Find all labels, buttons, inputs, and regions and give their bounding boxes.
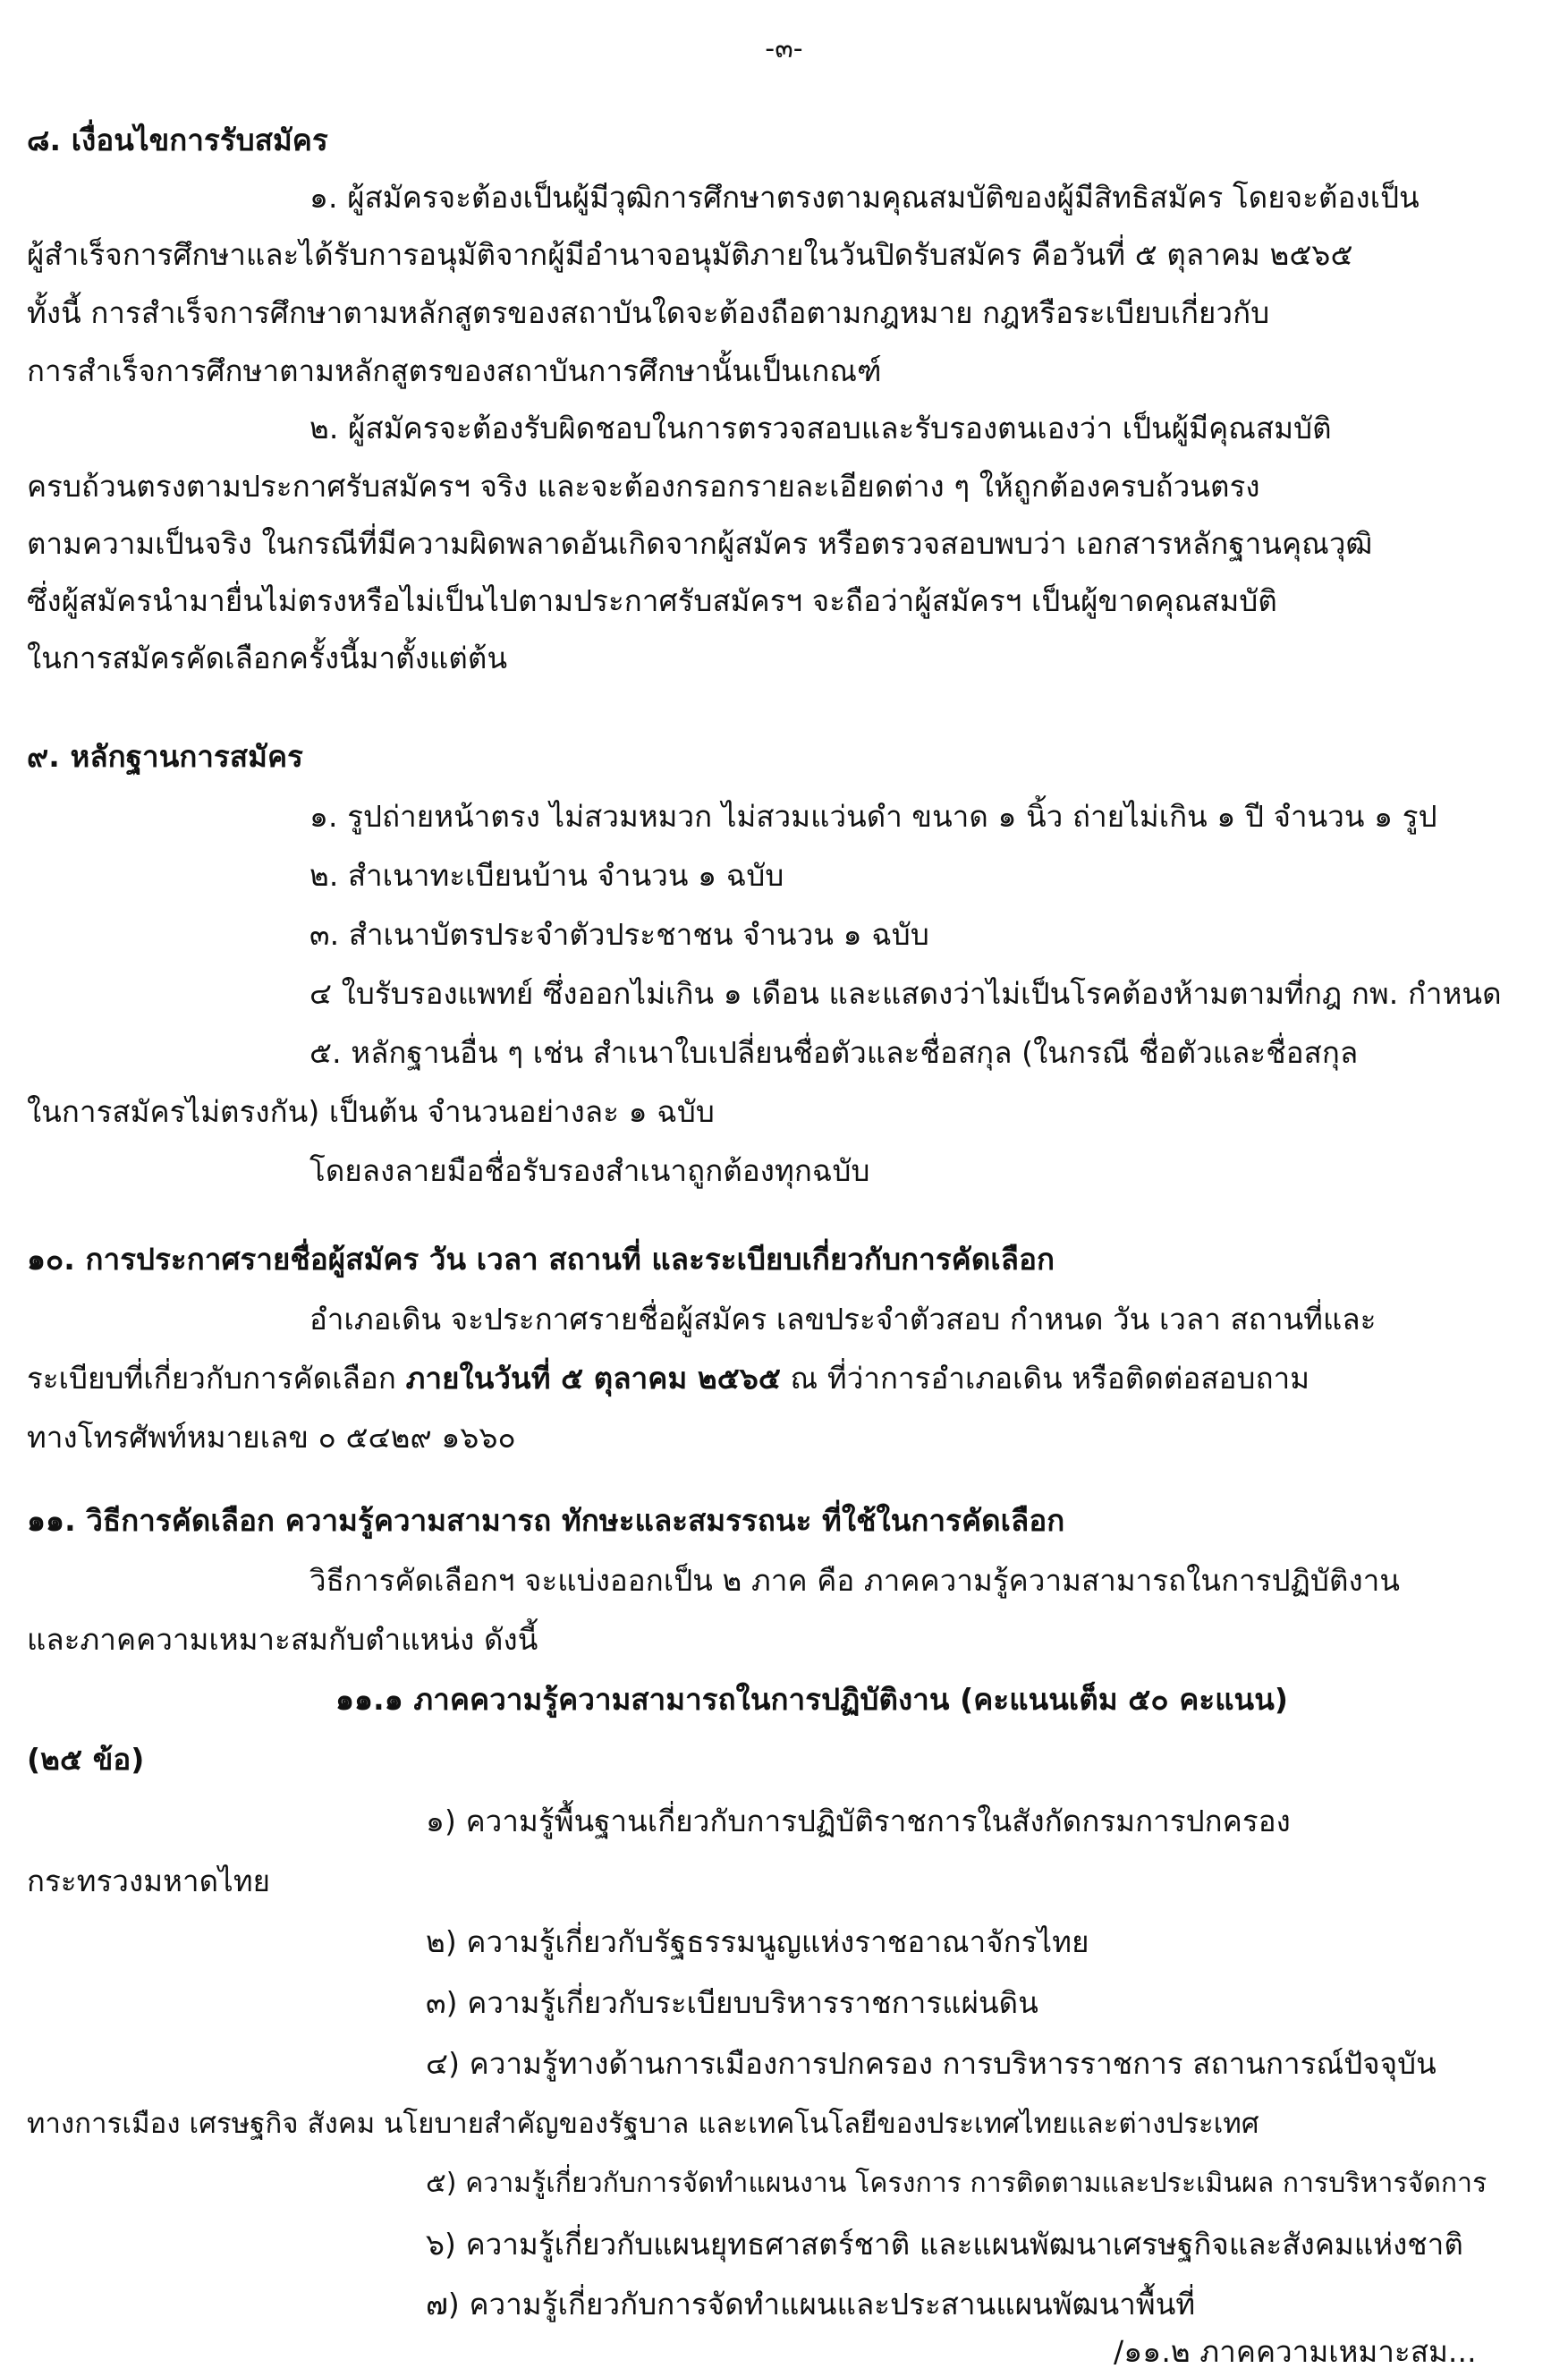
knowledge-item-4: ๔) ความรู้ทางด้านการเมืองการปกครอง การบริหารราชการ สถานการณ์ปัจจุบัน (426, 2046, 1437, 2081)
section-10-heading: ๑๐. การประกาศรายชื่อผู้สมัคร วัน เวลา สถานที่ และระเบียบเกี่ยวกับการคัดเลือก (27, 1242, 1055, 1277)
section-11-1-count: (๒๕ ข้อ) (27, 1742, 145, 1777)
section-10-deadline: ภายในวันที่ ๕ ตุลาคม ๒๕๖๕ (405, 1361, 781, 1396)
knowledge-item-6: ๖) ความรู้เกี่ยวกับแผนยุทธศาสตร์ชาติ และแผนพัฒนาเศรษฐกิจและสังคมแห่งชาติ (426, 2227, 1463, 2262)
section-11-heading: ๑๑. วิธีการคัดเลือก ความรู้ความสามารถ ทักษะและสมรรถนะ ที่ใช้ในการคัดเลือก (27, 1503, 1065, 1538)
knowledge-item-2: ๒) ความรู้เกี่ยวกับรัฐธรรมนูญแห่งราชอาณาจักรไทย (426, 1924, 1089, 1959)
knowledge-item-3: ๓) ความรู้เกี่ยวกับระเบียบบริหารราชการแผ่นดิน (426, 1985, 1038, 2020)
knowledge-item-1-cont: กระทรวงมหาดไทย (27, 1863, 271, 1898)
section-9-certify: โดยลงลายมือชื่อรับรองสำเนาถูกต้องทุกฉบับ (309, 1153, 870, 1188)
page-number: -๓- (765, 33, 803, 64)
section-8-p1-line4: การสำเร็จการศึกษาตามหลักสูตรของสถาบันการศึกษานั้นเป็นเกณฑ์ (27, 353, 882, 388)
section-8-p1-line1: ๑. ผู้สมัครจะต้องเป็นผู้มีวุฒิการศึกษาตรงตามคุณสมบัติของผู้มีสิทธิสมัคร โดยจะต้องเป็น (309, 180, 1420, 215)
section-9-item-1: ๑. รูปถ่ายหน้าตรง ไม่สวมหมวก ไม่สวมแว่นดำ ขนาด ๑ นิ้ว ถ่ายไม่เกิน ๑ ปี จำนวน ๑ รูป (309, 799, 1437, 834)
knowledge-item-5: ๕) ความรู้เกี่ยวกับการจัดทำแผนงาน โครงการ การติดตามและประเมินผล การบริหารจัดการ (426, 2168, 1487, 2199)
section-8-p1-line2: ผู้สำเร็จการศึกษาและได้รับการอนุมัติจากผู้มีอำนาจอนุมัติภายในวันปิดรับสมัคร คือวันที่ ๕ ตุลาคม ๒๕๖๕ (27, 237, 1353, 272)
section-8-p2-line5: ในการสมัครคัดเลือกครั้งนี้มาตั้งแต่ต้น (27, 641, 508, 675)
section-8-p2-line4: ซึ่งผู้สมัครนำมายื่นไม่ตรงหรือไม่เป็นไปตามประกาศรับสมัครฯ จะถือว่าผู้สมัครฯ เป็นผู้ขาดคุณสมบัติ (27, 583, 1277, 618)
section-10-phone: ทางโทรศัพท์หมายเลข ๐ ๕๔๒๙ ๑๖๖๐ (27, 1420, 516, 1455)
section-11-1-heading: ๑๑.๑ ภาคความรู้ความสามารถในการปฏิบัติงาน (คะแนนเต็ม ๕๐ คะแนน) (335, 1682, 1289, 1717)
section-10-line2 (27, 1358, 1309, 1399)
section-8-p2-line3: ตามความเป็นจริง ในกรณีที่มีความผิดพลาดอันเกิดจากผู้สมัคร หรือตรวจสอบพบว่า เอกสารหลักฐานคุณวุฒิ (27, 526, 1373, 561)
section-9-item-2: ๒. สำเนาทะเบียนบ้าน จำนวน ๑ ฉบับ (309, 858, 784, 893)
knowledge-item-4-cont: ทางการเมือง เศรษฐกิจ สังคม นโยบายสำคัญของรัฐบาล และเทคโนโลยีของประเทศไทยและต่างประเทศ (27, 2108, 1259, 2140)
knowledge-item-7: ๗) ความรู้เกี่ยวกับการจัดทำแผนและประสานแผนพัฒนาพื้นที่ (426, 2287, 1196, 2322)
section-10-line2-a: ระเบียบที่เกี่ยวกับการคัดเลือก (27, 1361, 406, 1396)
section-11-line1: วิธีการคัดเลือกฯ จะแบ่งออกเป็น ๒ ภาค คือ ภาคความรู้ความสามารถในการปฏิบัติงาน (309, 1563, 1401, 1598)
section-9-heading: ๙. หลักฐานการสมัคร (27, 739, 303, 774)
section-11-line2: และภาคความเหมาะสมกับตำแหน่ง ดังนี้ (27, 1622, 538, 1657)
section-9-item-3: ๓. สำเนาบัตรประจำตัวประชาชน จำนวน ๑ ฉบับ (309, 917, 929, 952)
continuation-note: /๑๑.๒ ภาคความเหมาะสม... (1114, 2334, 1477, 2369)
section-9-item-4: ๔ ใบรับรองแพทย์ ซึ่งออกไม่เกิน ๑ เดือน และแสดงว่าไม่เป็นโรคต้องห้ามตามที่กฎ กพ. กำหนด (309, 976, 1502, 1011)
knowledge-item-1: ๑) ความรู้พื้นฐานเกี่ยวกับการปฏิบัติราชการในสังกัดกรมการปกครอง (426, 1804, 1291, 1838)
section-8-heading: ๘. เงื่อนไขการรับสมัคร (27, 123, 328, 157)
section-10-line1: อำเภอเดิน จะประกาศรายชื่อผู้สมัคร เลขประจำตัวสอบ กำหนด วัน เวลา สถานที่และ (309, 1302, 1377, 1337)
section-10-line2-b: ณ ที่ว่าการอำเภอเดิน หรือติดต่อสอบถาม (780, 1361, 1310, 1396)
section-8-p2-line2: ครบถ้วนตรงตามประกาศรับสมัครฯ จริง และจะต้องกรอกรายละเอียดต่าง ๆ ให้ถูกต้องครบถ้วนตรง (27, 469, 1260, 504)
section-9-item-5: ๕. หลักฐานอื่น ๆ เช่น สำเนาใบเปลี่ยนชื่อตัวและชื่อสกุล (ในกรณี ชื่อตัวและชื่อสกุล (309, 1035, 1359, 1070)
section-9-item-5-cont: ในการสมัครไม่ตรงกัน) เป็นต้น จำนวนอย่างละ ๑ ฉบับ (27, 1094, 715, 1129)
section-8-p2-line1: ๒. ผู้สมัครจะต้องรับผิดชอบในการตรวจสอบและรับรองตนเองว่า เป็นผู้มีคุณสมบัติ (309, 411, 1332, 446)
section-8-p1-line3: ทั้งนี้ การสำเร็จการศึกษาตามหลักสูตรของสถาบันใดจะต้องถือตามกฎหมาย กฎหรือระเบียบเกี่ยวกับ (27, 295, 1270, 330)
